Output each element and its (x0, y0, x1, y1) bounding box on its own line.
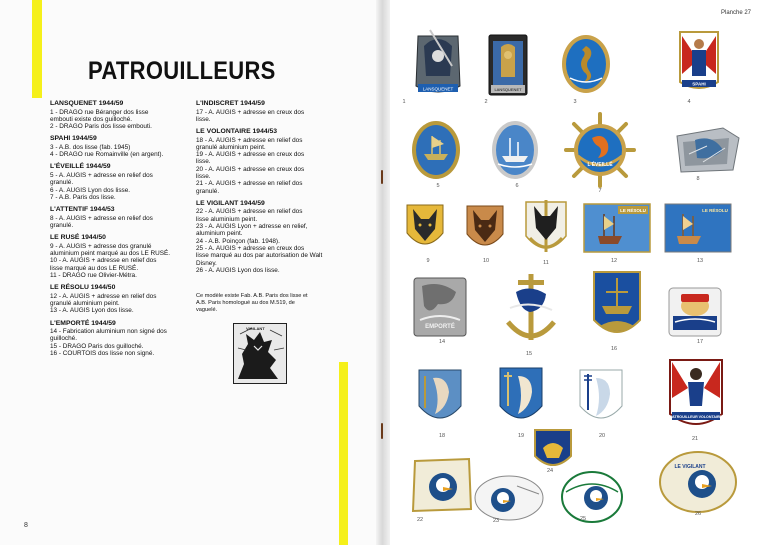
section-heading: LE RUSÉ 1944/50 (50, 234, 106, 242)
entry-line: lisse. (196, 115, 211, 123)
section-heading: LE VIGILANT 1944/59 (196, 199, 265, 207)
entry-line: lisse. (196, 158, 211, 166)
entry-line: granulé. (50, 179, 74, 187)
badge-number: 10 (482, 258, 490, 264)
badge-number: 6 (515, 183, 519, 189)
entry-line: lisse aluminium peint. (196, 215, 258, 223)
badge-number: 8 (696, 176, 700, 182)
badge-23-vigilant (473, 474, 545, 522)
badge-16-emporte-ship (592, 270, 642, 344)
entry-line: 25 - A. AUGIS + adresse en creux dos (196, 244, 305, 252)
badge-number: 7 (598, 188, 602, 194)
badge-inscription: LANSQUENET (494, 87, 522, 92)
entry-line: 5 - A. AUGIS + adresse en relief dos (50, 171, 153, 179)
entry-line: granulé. (196, 187, 220, 195)
badge-11-ruse-anchor (522, 196, 570, 260)
entry-line: 2 - DRAGO Paris dos lisse embouti. (50, 123, 152, 131)
section-indiscret (196, 100, 346, 123)
badge-6-eveille-ship (490, 118, 540, 182)
badge-inscription: LE VIGILANT (674, 464, 706, 470)
page-number: 8 (24, 522, 28, 529)
badge-inscription: LE RÉSOLU (702, 208, 728, 213)
entry-line: 15 - DRAGO Paris dos guilloché. (50, 342, 144, 350)
badge-inscription: LE RÉSOLU (620, 208, 646, 213)
entry-line: 16 - COURTOIS dos lisse non signé. (50, 350, 155, 358)
badge-number: 3 (573, 99, 577, 105)
planche-label: Planche 27 (721, 10, 752, 16)
footnote-line: vaguelé. (196, 306, 218, 313)
badge-18-volontaire (417, 368, 463, 430)
section-heading: L'ÉVEILLÉ 1944/59 (50, 163, 111, 171)
badge-4-spahi (678, 30, 720, 94)
entry-line: lisse. (196, 173, 211, 181)
badge-26-vigilant (658, 450, 738, 514)
entry-line: embouti existe dos guilloché. (50, 115, 133, 123)
sketch-inscription: VIGILANT (246, 326, 265, 331)
entry-line: 21 - A. AUGIS + adresse en relief dos (196, 180, 303, 188)
badge-number: 5 (436, 183, 440, 189)
section-heading: L'EMPORTÉ 1944/59 (50, 319, 116, 327)
badge-22-vigilant-donald (409, 455, 475, 517)
section-heading: LANSQUENET 1944/59 (50, 100, 124, 107)
entry-line: 18 - A. AUGIS + adresse en relief dos (196, 136, 303, 144)
section-heading: L'INDISCRET 1944/59 (196, 100, 265, 107)
entry-line: 24 - A.B. Poinçon (fab. 1948). (196, 237, 280, 245)
section-lansquenet (50, 100, 200, 130)
entry-line: 20 - A. AUGIS + adresse en creux dos (196, 165, 305, 173)
badge-inscription: SPAHI (692, 81, 706, 87)
entry-line: 6 - A. AUGIS Lyon dos lisse. (50, 186, 131, 194)
yellow-stripe-right (339, 362, 348, 545)
badge-number: 16 (610, 346, 618, 352)
section-vigilant (196, 200, 346, 274)
entry-line: 17 - A. AUGIS + adresse en creux dos (196, 108, 305, 116)
footnote-line: A.B. Paris homologué au dos M.519, de (196, 299, 295, 306)
section-eveille (50, 163, 200, 201)
badge-14-emporte (412, 276, 468, 338)
entry-line: 7 - A.B. Paris dos lisse. (50, 193, 116, 201)
badge-number: 17 (696, 339, 704, 345)
section-heading: SPAHI 1944/59 (50, 135, 97, 143)
entry-line: granulé aluminium peint. (196, 143, 266, 151)
entry-line: 3 - A.B. dos lisse (fab. 1945) (50, 143, 131, 151)
badge-number: 22 (416, 517, 424, 523)
section-heading: LE RÉSOLU 1944/50 (50, 284, 116, 292)
entry-line: 26 - A. AUGIS Lyon dos lisse. (196, 266, 280, 274)
entry-line: 12 - A. AUGIS + adresse en relief dos (50, 292, 157, 300)
badge-8-attentif (673, 124, 743, 176)
text-column-2 (196, 100, 346, 279)
badge-number: 9 (426, 258, 430, 264)
entry-line: granulé aluminium peint. (50, 300, 120, 308)
entry-line: lisse marqué au dos LE RUSÉ. (50, 264, 139, 272)
badge-number: 11 (543, 260, 549, 266)
badge-2-lansquenet (487, 33, 529, 97)
badge-21-volontaire (668, 358, 724, 434)
entry-line: 22 - A. AUGIS + adresse en relief dos (196, 208, 303, 216)
badge-number: 25 (579, 516, 587, 522)
section-ruse (50, 234, 200, 279)
entry-line: aluminium peint. (196, 230, 243, 238)
badge-19-volontaire (498, 366, 544, 430)
entry-line: 9 - A. AUGIS + adresse dos granulé (50, 242, 152, 250)
badge-number: 24 (546, 468, 554, 474)
section-volontaire (196, 128, 346, 195)
badge-number: 14 (438, 339, 446, 345)
entry-line: granulé. (50, 221, 74, 229)
entry-line: guilloché. (50, 335, 78, 343)
entry-line: Disney. (196, 259, 217, 267)
badge-number: 4 (687, 99, 691, 105)
entry-line: 19 - A. AUGIS + adresse en creux dos (196, 151, 305, 159)
entry-line: 23 - A. AUGIS Lyon + adresse en relief, (196, 223, 308, 231)
badge-9-ruse-fox (405, 203, 445, 255)
badge-inscription: L'ÉVEILLÉ (587, 162, 613, 168)
entry-line: lisse marqué au dos par autorisation de Walt (196, 252, 323, 260)
badge-inscription: PATROUILLEUR VOLONTAIRE (670, 415, 722, 419)
badge-number: 19 (517, 433, 525, 439)
scan-speck (381, 423, 383, 439)
section-heading: L'ATTENTIF 1944/53 (50, 206, 115, 214)
scan-speck (381, 170, 383, 184)
badge-7-eveille-helm (564, 112, 636, 188)
badge-17-indiscret (667, 286, 723, 338)
badge-3-seahorse (560, 32, 612, 96)
section-attentif (50, 206, 200, 229)
badge-number: 1 (402, 99, 406, 105)
section-heading: LE VOLONTAIRE 1944/53 (196, 128, 278, 136)
entry-line: aluminium peint marqué au dos LE RUSÉ. (50, 250, 171, 258)
entry-line: 10 - A. AUGIS + adresse en relief dos (50, 257, 157, 265)
footnote-line: Ce modèle existe Fab. A.B. Paris dos lisse et (196, 293, 308, 299)
entry-line: 13 - A. AUGIS Lyon dos lisse. (50, 307, 134, 315)
section-emporte (50, 320, 200, 358)
entry-line: 8 - A. AUGIS + adresse en relief dos (50, 214, 153, 222)
badge-15-emporte-anchor (500, 270, 562, 350)
badge-number: 26 (694, 511, 702, 517)
badge-inscription: LANSQUENET (422, 86, 454, 92)
badge-number: 15 (525, 351, 533, 357)
page-gutter (376, 0, 390, 545)
badge-number: 20 (598, 433, 606, 439)
badge-10-ruse-fox (465, 204, 505, 256)
entry-line: 11 - DRAGO rue Olivier-Métra. (50, 271, 137, 279)
badge-number: 12 (610, 258, 618, 264)
badge-1-lansquenet (412, 26, 464, 98)
badge-number: 21 (691, 436, 699, 442)
badge-12-resolu (582, 202, 652, 254)
badge-20-volontaire (578, 368, 624, 430)
entry-line: 1 - DRAGO rue Béranger dos lisse (50, 108, 149, 116)
section-resolu (50, 284, 200, 314)
wolf-sketch-icon (234, 324, 286, 383)
badge-number: 13 (696, 258, 704, 264)
badge-number: 23 (492, 518, 500, 524)
page-title: PATROUILLEURS (88, 56, 276, 85)
vigilant-sketch (233, 323, 287, 384)
badge-13-resolu (663, 202, 733, 254)
entry-line: 4 - DRAGO rue Romainville (en argent). (50, 151, 164, 159)
yellow-stripe-left (32, 0, 42, 98)
entry-line: 14 - Fabrication aluminium non signé dos (50, 328, 167, 336)
badge-5-eveille-ship (410, 118, 462, 182)
section-spahi (50, 135, 200, 158)
text-column-1 (50, 100, 200, 362)
badge-number: 18 (438, 433, 446, 439)
footnote (196, 293, 336, 313)
badge-number: 2 (484, 99, 488, 105)
badge-inscription: EMPORTÉ (425, 324, 455, 330)
